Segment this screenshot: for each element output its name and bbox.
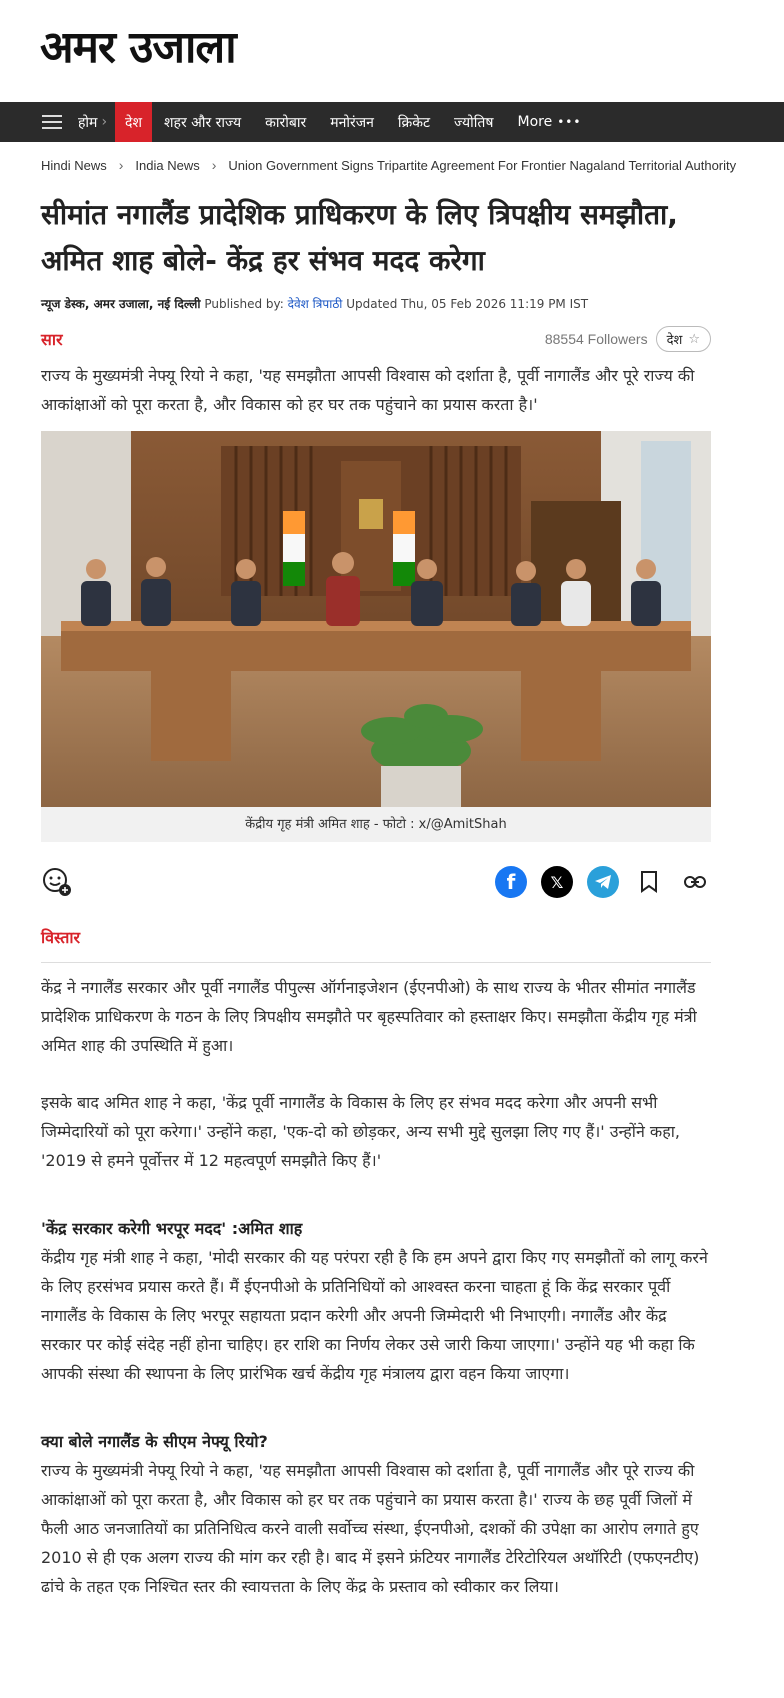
main-nav [0, 102, 784, 142]
chevron-right-icon: › [101, 114, 108, 130]
star-icon: ☆ [688, 331, 700, 347]
article [0, 192, 784, 1601]
chevron-right-icon: › [211, 157, 217, 173]
site-header [0, 0, 784, 102]
details-label: विस्तार [41, 926, 711, 963]
breadcrumb-hindi-news[interactable]: Hindi News [41, 157, 107, 173]
chevron-right-icon: › [118, 157, 124, 173]
bookmark-icon[interactable] [633, 866, 665, 898]
x-twitter-icon[interactable]: 𝕏 [541, 866, 573, 898]
article-title: सीमांत नगालैंड प्रादेशिक प्राधिकरण के लिए त्रिपक्षीय समझौता, अमित शाह बोले- केंद्र हर संभव मदद करेगा [41, 198, 678, 277]
followers-count: 88554 Followers [544, 331, 648, 347]
published-label: Published by: [204, 297, 284, 311]
article-paragraph: केंद्र ने नगालैंड सरकार और पूर्वी नगालैंड पीपुल्स ऑर्गनाइजेशन (ईएनपीओ) के साथ राज्य के भीतर सीमांत नगालैंड प्रादेशिक प्राधिकरण के गठन के लिए त्रिपक्षीय समझौते पर बृहस्पतिवार को हस्ताक्षर किए। समझौता केंद्रीय गृह मंत्री अमित शाह की उपस्थिति में हुआ। [41, 978, 697, 1055]
nav-item-city-state[interactable]: शहर और राज्य [164, 114, 242, 131]
share-icons [495, 866, 711, 898]
follow-topic-button[interactable] [656, 326, 711, 352]
menu-icon[interactable] [42, 115, 62, 129]
breadcrumb-india-news[interactable]: India News [135, 157, 200, 173]
section-heading: 'केंद्र सरकार करेगी भरपूर मदद' :अमित शाह [41, 1219, 303, 1238]
breadcrumb-current: Union Government Signs Tripartite Agreement For Frontier Nagaland Territorial Authority [228, 157, 737, 173]
copy-link-icon[interactable] [679, 866, 711, 898]
nav-item-astrology[interactable]: ज्योतिष [454, 114, 494, 131]
nav-item-cricket[interactable]: क्रिकेट [397, 114, 431, 131]
breadcrumb [0, 142, 784, 188]
nav-item-home[interactable]: होम [78, 114, 98, 131]
publisher-link[interactable]: देवेश त्रिपाठी [287, 297, 343, 311]
nav-item-desh[interactable]: देश [115, 102, 152, 142]
article-paragraph: इसके बाद अमित शाह ने कहा, 'केंद्र पूर्वी नागालैंड के विकास के लिए हर संभव मदद करेगा और अपनी सभी जिम्मेदारियों को पूरा करेगा।' उन्होंने कहा, 'एक-दो को छोड़कर, अन्य सभी मुद्दे सुलझा लिए गए हैं।' उन्होंने कहा, '2019 से हमने पूर्वोत्तर में 12 महत्वपूर्ण समझौते किए हैं।' [41, 1093, 680, 1170]
share-toolbar [41, 864, 711, 900]
article-photo[interactable] [41, 431, 711, 807]
section-paragraph: राज्य के मुख्यमंत्री नेफ्यू रियो ने कहा, 'यह समझौता आपसी विश्वास को दर्शाता है, पूर्वी नागालैंड और पूरे राज्य की आकांक्षाओं को पूरा करता है, और विकास को हर घर तक पहुंचाने का प्रयास करता है।' राज्य के छह पूर्वी जिलों में फैली आठ जनजातियों का प्रतिनिधित्व करने वाली सर्वोच्च संस्था, ईएनपीओ, दशकों की उपेक्षा का आरोप लगाते हुए 2010 से ही एक अलग राज्य की मांग कर रही है। बाद में इसने फ्रंटियर नागालैंड टेरिटोरियल अथॉरिटी (एफएनटीए) ढांचे के तहत एक निश्चित स्तर की स्वायत्तता के लिए केंद्र के प्रस्ताव को स्वीकार कर लिया। [41, 1461, 700, 1596]
summary-label: सार [41, 330, 63, 349]
updated-time: Updated Thu, 05 Feb 2026 11:19 PM IST [346, 297, 589, 311]
nav-item-business[interactable]: कारोबार [265, 114, 307, 131]
section-paragraph: केंद्रीय गृह मंत्री शाह ने कहा, 'मोदी सरकार की यह परंपरा रही है कि हम अपने द्वारा किए गए समझौतों को लागू करने के लिए हरसंभव प्रयास करते हैं। मैं ईएनपीओ के प्रतिनिधियों को आश्वस्त करना चाहता हूं कि केंद्र सरकार पूर्वी नागालैंड के विकास के लिए भरपूर सहायता प्रदान करेगी और अपनी जिम्मेदारी भी निभाएगी। नगालैंड और केंद्र सरकार पर कोई संदेह नहीं होना चाहिए। हर राशि का निर्णय लेकर उसे जारी किया जाएगा।' उन्होंने यह भी कहा कि आपकी संस्था की स्थापना के लिए प्रारंभिक खर्च केंद्रीय गृह मंत्रालय द्वारा वहन किया जाएगा। [41, 1248, 708, 1383]
telegram-icon[interactable] [587, 866, 619, 898]
nav-item-entertainment[interactable]: मनोरंजन [330, 114, 374, 131]
add-reaction-icon[interactable] [41, 866, 73, 898]
summary-header [41, 324, 711, 354]
follow-topic-label: देश [666, 333, 683, 348]
author[interactable]: न्यूज डेस्क, अमर उजाला, नई दिल्ली [41, 297, 201, 311]
follow-widget [545, 326, 711, 352]
nav-item-more[interactable] [506, 102, 594, 142]
article-meta [41, 294, 711, 314]
site-logo[interactable]: अमर उजाला [40, 22, 236, 73]
section-heading: क्या बोले नगालैंड के सीएम नेफ्यू रियो? [41, 1432, 268, 1451]
meeting-room-image [41, 431, 711, 807]
facebook-icon[interactable]: f [495, 866, 527, 898]
photo-caption: केंद्रीय गृह मंत्री अमित शाह - फोटो : x/@AmitShah [41, 807, 711, 842]
more-label: More [517, 114, 553, 130]
more-dots-icon: ••• [557, 115, 582, 129]
article-summary: राज्य के मुख्यमंत्री नेफ्यू रियो ने कहा, 'यह समझौता आपसी विश्वास को दर्शाता है, पूर्वी नागालैंड और पूरे राज्य की आकांक्षाओं को पूरा करता है, और विकास को हर घर तक पहुंचाने का प्रयास करता है।' [41, 366, 695, 414]
